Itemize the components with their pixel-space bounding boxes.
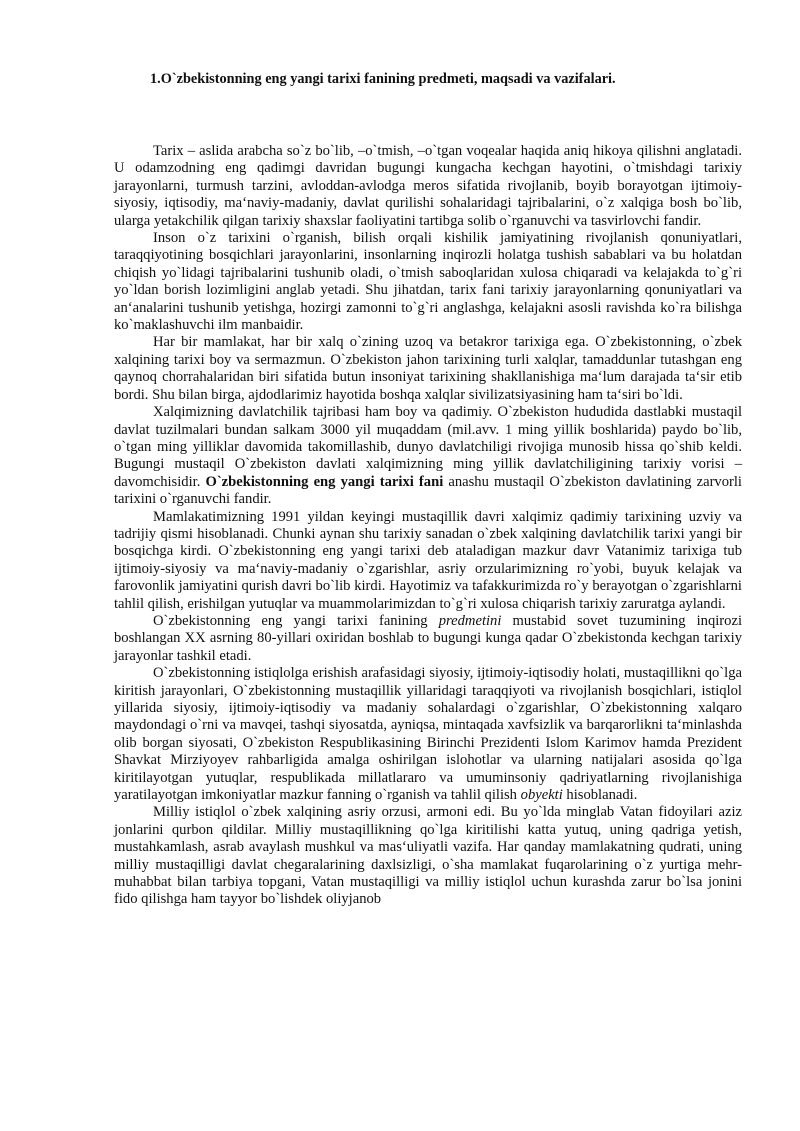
paragraph-4-end: anashu mustaqil O`zbekiston davlatining zarvorli tarixini o`rganuvchi fandir.: [114, 473, 742, 508]
document-body: [114, 143, 742, 909]
paragraph-7-end: hisoblanadi.: [562, 787, 638, 804]
paragraph-2: Inson o`z tarixini o`rganish, bilish orqali kishilik jamiyatining rivojlanish qonuniyatlari, taraqqiyotining bosqichlari jarayonlarini, insonlarning inqirozli holatga tushish sabablari va bu holatdan chiqish yo`lidagi tajribalarini tushunib oladi, o`tmish saboqlaridan xulosa chiqaradi va kelajakda to`g`ri yo`ldan borish lozimligini anglab yetadi. Shu jihatdan, tarix fani tarixiy jarayonlarning qonuniyatlari va an‘analarini tushunib yetishga, hozirgi zamonni to`g`ri anglashga, kelajakni asosli ravishda ko`ra bilishga ko`maklashuvchi ilm manbaidir.: [114, 230, 742, 334]
obyekt-term-italic: obyekti: [520, 787, 563, 804]
predmet-term-italic: predmetini: [438, 612, 502, 629]
paragraph-6-start: O`zbekistonning eng yangi tarixi fanining: [153, 612, 439, 629]
document-title: 1.O`zbekistonning eng yangi tarixi fanining predmeti, maqsadi va vazifalari.: [150, 71, 616, 87]
subject-name-bold: O`zbekistonning eng yangi tarixi fani: [205, 473, 444, 490]
paragraph-6: [114, 613, 742, 665]
paragraph-6-end: mustabid sovet tuzumining inqirozi boshlangan XX asrning 80-yillari oxiridan boshlab to bugungi kunga qadar O`zbekistonda kechgan tarixiy jarayonlar tashkil etadi.: [114, 612, 742, 664]
paragraph-5: Mamlakatimizning 1991 yildan keyingi mustaqillik davri xalqimiz qadimiy tarixining uzviy va tadrijiy qismi hisoblanadi. Chunki aynan shu tarixiy sanadan o`zbek xalqining davlatchilik tarixi yangi bir bosqichga kirdi. O`zbekistonning eng yangi tarixi deb ataladigan mazkur davr Vatanimiz tarixiga tub ijtimoiy-siyosiy va ma‘naviy-madaniy o`zgarishlar, asriy orzularimizning ro`yobi, buyuk kelajak va farovonlik jamiyatini qurish davri bo`lib kirdi. Hayotimiz va tafakkurimizda ro`y berayotgan o`zgarishlarni tahlil qilish, erishilgan yutuqlar va muammolarimizdan to`g`ri xulosa chiqarish tarixiy zaruratga aylandi.: [114, 508, 742, 612]
paragraph-7-start: O`zbekistonning istiqlolga erishish arafasidagi siyosiy, ijtimoiy-iqtisodiy holati, mustaqillikni qo`lga kiritish jarayonlari, O`zbekistonning mustaqillik yillaridagi taraqqiyoti va rivojlanish bosqichlari, istiqlol yillarida siyosiy, ijtimoiy-iqtisodiy va madaniy sohalardagi o`zgarishlar, O`zbekistonning xalqaro maydondagi o`rni va mavqei, tashqi siyosatda, ayniqsa, mintaqada xavfsizlik va barqarorlikni ta‘minlashda olib borgan siyosati, O`zbekiston Respublikasining Birinchi Prezidenti Islom Karimov hamda Prezident Shavkat Mirziyoyev rahbarligida amalga oshirilgan islohotlar va ularning natijalari asosida qo`lga kiritilayotgan yutuqlar, respublikada millatlararo va umuminsoniy qadriyatlarning rivojlanishiga yaratilayotgan imkoniyatlar mazkur fanning o`rganish va tahlil qilish: [114, 665, 742, 804]
paragraph-3: Har bir mamlakat, har bir xalq o`zining uzoq va betakror tarixiga ega. O`zbekistonning, o`zbek xalqining tarixi boy va sermazmun. O`zbekiston jahon tarixining turli xalqlar, tamaddunlar tutashgan eng qaynoq chorrahalaridan biri sifatida butun insoniyat tarixining shakllanishiga ma‘lum darajada ta‘sir etib bordi. Shu bilan birga, ajdodlarimiz hayotida boshqa xalqlar sivilizatsiyasining ham ta‘siri bo`ldi.: [114, 334, 742, 403]
paragraph-1: Tarix – aslida arabcha so`z bo`lib, –o`tmish, –o`tgan voqealar haqida aniq hikoya qilishni anglatadi. U odamzodning eng qadimgi davridan bugungi kungacha kechgan hayotini, o`tmishdagi tarixiy jarayonlarni, turmush tarzini, avloddan-avlodga meros sifatida rivojlanib, boyib borayotgan ijtimoiy-siyosiy, iqtisodiy, ma‘naviy-madaniy, davlat qurilishi sohalaridagi tajribalarini, o`z xalqiga bosh bo`lib, ularga yetakchilik qilgan tarixiy shaxslar faoliyatini tartibga solib o`rganuvchi va tasvirlovchi fandir.: [114, 143, 742, 229]
paragraph-4-start: Xalqimizning davlatchilik tajribasi ham boy va qadimiy. O`zbekiston hududida dastlabki mustaqil davlat tuzilmalari bundan salkam 3000 yil muqaddam (mil.avv. 1 ming yillik boshlarida) paydo bo`lib, o`tgan ming yilliklar davomida takomillashib, dunyo davlatchiligi rivojiga munosib hissa qo`shib keldi. Bugungi mustaqil O`zbekiston davlati xalqimizning ming yillik davlatchiligining tarixiy vorisi – davomchisidir.: [114, 404, 742, 490]
paragraph-4: [114, 404, 742, 508]
paragraph-7: [114, 665, 742, 804]
paragraph-8: Milliy istiqlol o`zbek xalqining asriy orzusi, armoni edi. Bu yo`lda minglab Vatan fidoyilari aziz jonlarini qurbon qildilar. Milliy mustaqillikning qo`lga kiritilishi katta yutuq, uning qadriga yetish, mustahkamlash, asrab avaylash mushkul va mas‘uliyatli vazifa. Har qanday mamlakatning qudrati, uning milliy mustaqilligi davlat chegaralarining daxlsizligi, o`sha mamlakat fuqarolarining o`z yurtiga mehr-muhabbat bilan tarbiya topgani, Vatan mustaqilligi va milliy istiqlol uchun kurashda zarur bo`lsa jonini fido qilishga ham tayyor bo`lishdek oliyjanob: [114, 804, 742, 908]
